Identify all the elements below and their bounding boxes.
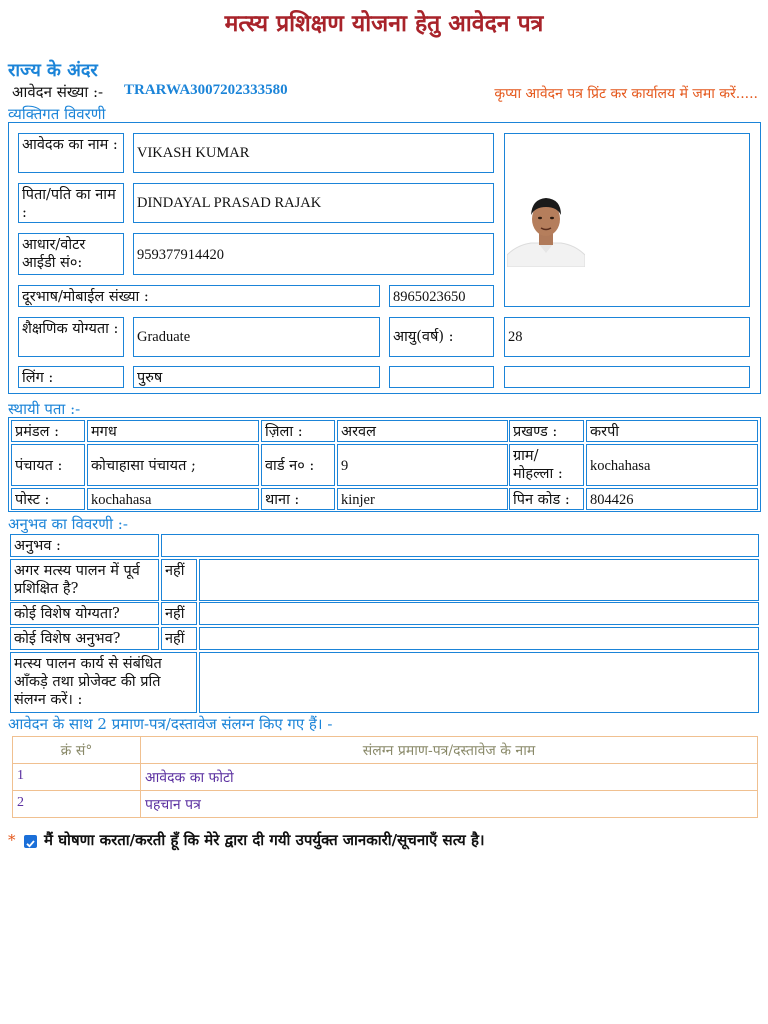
personal-section-title: व्यक्तिगत विवरणी bbox=[8, 105, 106, 123]
declaration-checkbox[interactable] bbox=[24, 835, 37, 848]
special-qualification-value: नहीं bbox=[161, 602, 197, 625]
special-qualification-extra bbox=[199, 602, 759, 625]
experience-value bbox=[161, 534, 759, 557]
phone-value: 8965023650 bbox=[389, 285, 494, 307]
village-value: kochahasa bbox=[586, 444, 758, 486]
documents-row-name: पहचान पत्र bbox=[140, 790, 758, 818]
name-label: आवेदक का नाम : bbox=[18, 133, 124, 173]
education-label: शैक्षणिक योग्यता : bbox=[18, 317, 124, 357]
address-section-title: स्थायी पता :- bbox=[8, 400, 81, 418]
application-number-value: TRARWA3007202333580 bbox=[124, 82, 288, 98]
block-value: करपी bbox=[586, 420, 758, 442]
post-value: kochahasa bbox=[87, 488, 259, 510]
documents-header-name: संलग्न प्रमाण-पत्र/दस्तावेज के नाम bbox=[140, 736, 758, 764]
district-value: अरवल bbox=[337, 420, 508, 442]
gender-value: पुरुष bbox=[133, 366, 380, 388]
panchayat-label: पंचायत : bbox=[11, 444, 85, 486]
experience-label: अनुभव : bbox=[10, 534, 159, 557]
pin-label: पिन कोड : bbox=[509, 488, 584, 510]
special-experience-value: नहीं bbox=[161, 627, 197, 650]
post-label: पोस्ट : bbox=[11, 488, 85, 510]
print-notice: कृप्या आवेदन पत्र प्रिंट कर कार्यालय में जमा करें..... bbox=[494, 86, 758, 102]
applicant-photo bbox=[507, 189, 585, 267]
documents-header-sn: क्रं सं° bbox=[12, 736, 141, 764]
documents-section-title: आवेदन के साथ 2 प्रमाण-पत्र/दस्तावेज संलग्न किए गए हैं। - bbox=[8, 715, 333, 733]
thana-value: kinjer bbox=[337, 488, 508, 510]
aadhar-value: 959377914420 bbox=[133, 233, 494, 275]
father-value: DINDAYAL PRASAD RAJAK bbox=[133, 183, 494, 223]
district-label: ज़िला : bbox=[261, 420, 335, 442]
application-number-label: आवेदन संख्या :- bbox=[12, 83, 104, 101]
project-label: मत्स्य पालन कार्य से संबंधित आँकड़े तथा प्रोजेक्ट की प्रति संलग्न करें। : bbox=[10, 652, 197, 713]
age-label: आयु(वर्ष) : bbox=[389, 317, 494, 357]
division-label: प्रमंडल : bbox=[11, 420, 85, 442]
pretrained-extra bbox=[199, 559, 759, 601]
block-label: प्रखण्ड : bbox=[509, 420, 584, 442]
check-icon bbox=[24, 837, 37, 850]
empty-cell-2 bbox=[504, 366, 750, 388]
applicant-photo-box bbox=[504, 133, 750, 307]
education-value: Graduate bbox=[133, 317, 380, 357]
documents-row-sn: 1 bbox=[12, 763, 141, 791]
project-value bbox=[199, 652, 759, 713]
experience-section-title: अनुभव का विवरणी :- bbox=[8, 515, 128, 533]
gender-label: लिंग : bbox=[18, 366, 124, 388]
panchayat-value: कोचाहासा पंचायत ; bbox=[87, 444, 259, 486]
page-title: मत्स्य प्रशिक्षण योजना हेतु आवेदन पत्र bbox=[224, 10, 544, 37]
village-label: ग्राम/ मोहल्ला : bbox=[509, 444, 584, 486]
father-label: पिता/पति का नाम : bbox=[18, 183, 124, 223]
special-experience-extra bbox=[199, 627, 759, 650]
pretrained-label: अगर मत्स्य पालन में पूर्व प्रशिक्षित है? bbox=[10, 559, 159, 601]
division-value: मगध bbox=[87, 420, 259, 442]
phone-label: दूरभाष/मोबाईल संख्या : bbox=[18, 285, 380, 307]
pretrained-value: नहीं bbox=[161, 559, 197, 601]
age-value: 28 bbox=[504, 317, 750, 357]
empty-cell-1 bbox=[389, 366, 494, 388]
aadhar-label: आधार/वोटर आईडी सं०: bbox=[18, 233, 124, 275]
documents-row-name: आवेदक का फोटो bbox=[140, 763, 758, 791]
ward-label: वार्ड न० : bbox=[261, 444, 335, 486]
declaration-text: मैं घोषणा करता/करती हूँ कि मेरे द्वारा दी गयी उपर्युक्त जानकारी/सूचनाएँ सत्य है। bbox=[44, 831, 485, 849]
name-value: VIKASH KUMAR bbox=[133, 133, 494, 173]
ward-value: 9 bbox=[337, 444, 508, 486]
state-label: राज्य के अंदर bbox=[8, 60, 98, 81]
required-asterisk: * bbox=[8, 831, 16, 849]
special-experience-label: कोई विशेष अनुभव? bbox=[10, 627, 159, 650]
thana-label: थाना : bbox=[261, 488, 335, 510]
pin-value: 804426 bbox=[586, 488, 758, 510]
special-qualification-label: कोई विशेष योग्यता? bbox=[10, 602, 159, 625]
documents-row-sn: 2 bbox=[12, 790, 141, 818]
